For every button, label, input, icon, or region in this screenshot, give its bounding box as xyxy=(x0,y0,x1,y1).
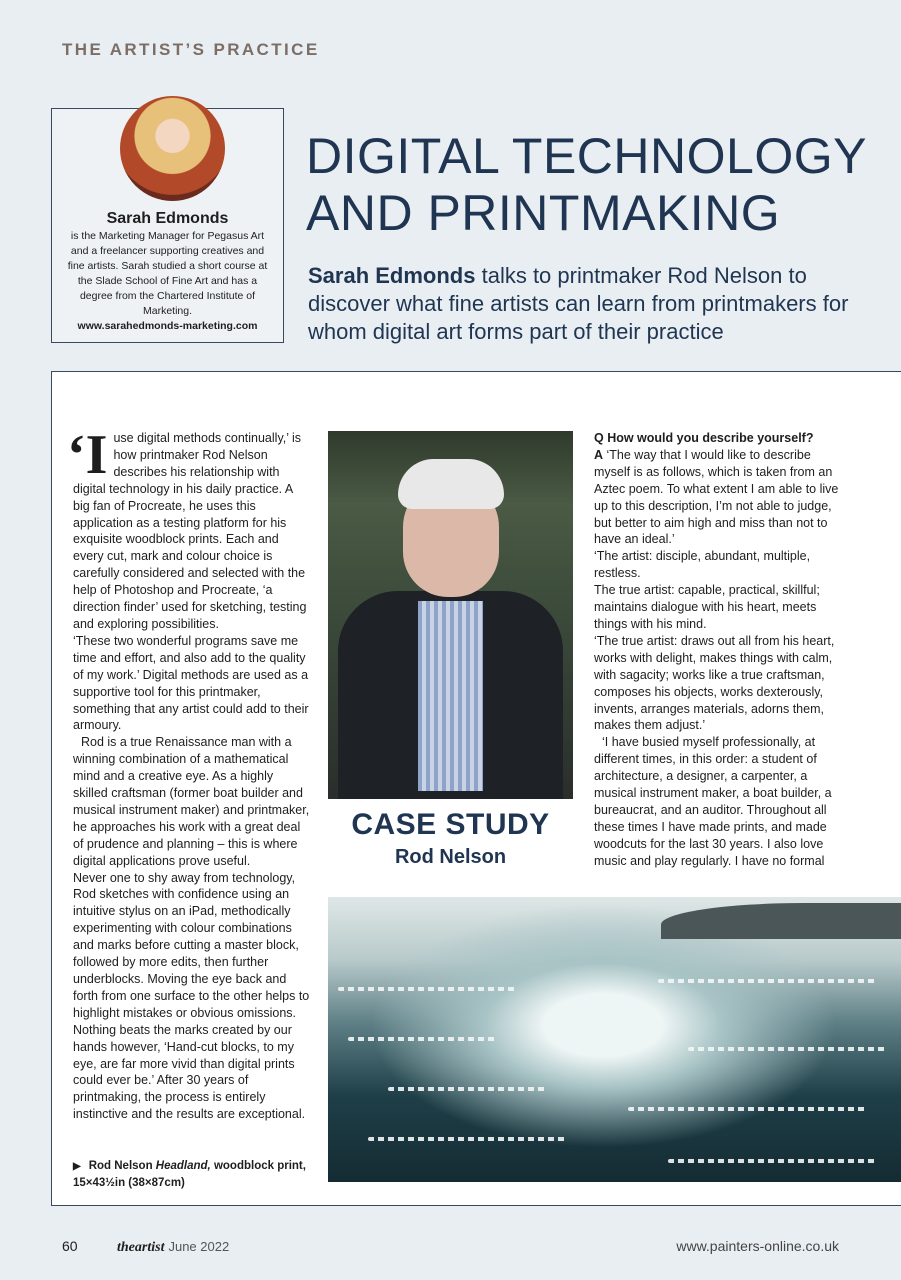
author-bio-text: is the Marketing Manager for Pegasus Art and a freelancer supporting creatives and fine artists. Sarah studied a short course at the Slade School of Fine Art and has a degree from the Chartered Institute of Marketing. xyxy=(67,230,268,317)
caption-arrow-icon: ▶ xyxy=(73,1161,81,1172)
author-website-link[interactable]: www.sarahedmonds-marketing.com xyxy=(77,320,258,332)
article-column-1 xyxy=(67,424,311,1123)
drop-cap-quote: ‘ xyxy=(67,424,86,486)
drop-cap xyxy=(67,424,108,486)
wave-mark xyxy=(368,1137,568,1141)
author-avatar xyxy=(120,96,225,201)
magazine-logo: theartist xyxy=(117,1240,165,1255)
wave-mark xyxy=(668,1159,878,1163)
interview-answer-2: ‘The artist: disciple, abundant, multiple, restless. xyxy=(594,549,811,581)
caption-artist: Rod Nelson xyxy=(88,1160,156,1172)
website-link[interactable]: www.painters-online.co.uk xyxy=(676,1238,839,1254)
drop-cap-letter: I xyxy=(85,424,108,486)
standfirst-text: talks to printmaker Rod Nelson to discover what fine artists can learn from printmakers for whom digital art forms part of their practice xyxy=(308,263,849,344)
article-column-3 xyxy=(594,430,839,870)
interview-answer-4: ‘The true artist: draws out all from his heart, works with delight, makes things with calm, with sagacity; works like a true craftsman, composes his objects, works dexterously, invents, arranges materials, adorns them, makes them adjust.’ xyxy=(594,633,835,733)
wave-mark xyxy=(688,1047,888,1051)
headland-woodblock-print-image xyxy=(328,897,901,1182)
wave-mark xyxy=(338,987,518,991)
paragraph-4: Never one to shy away from technology, Rod sketches with confidence using an intuitive stylus on an iPad, methodically experimenting with colour combinations and marks before cutting a master block, followed by more edits, then further underblocks. Moving the eye back and forth from one surface to the other helps to highlight mistakes or obvious omissions. Nothing beats the marks created by our hands however, ‘Hand-cut blocks, to my eye, are far more vivid than digital prints could ever be.’ After 30 years of printmaking, the process is entirely instinctive and the results are exceptional. xyxy=(73,870,310,1122)
portrait-hair xyxy=(398,459,504,509)
interview-question: Q How would you describe yourself? xyxy=(594,431,814,445)
article-headline xyxy=(306,128,886,242)
wave-mark xyxy=(388,1087,548,1091)
rod-nelson-portrait-photo xyxy=(328,431,573,799)
magazine-issue xyxy=(117,1239,229,1256)
answer-tag: A xyxy=(594,447,604,462)
page-number: 60 xyxy=(62,1238,78,1254)
paragraph-2: ‘These two wonderful programs save me time and effort, and also add to the quality of my work.’ Digital methods are used as a supportive tool for this printmaker, something that any artist could add to their armoury. xyxy=(73,633,309,733)
answer-1-text: ‘The way that I would like to describe myself is as follows, which is taken from an Aztec poem. To what extent I am able to live up to this description, I’m not able to judge, but better to aim high and miss than not to have an ideal.’ xyxy=(594,447,839,547)
author-name: Sarah Edmonds xyxy=(106,210,229,227)
wave-mark xyxy=(628,1107,868,1111)
wave-mark xyxy=(348,1037,498,1041)
interview-answer-1 xyxy=(594,447,839,548)
author-bio xyxy=(62,229,273,334)
headline-line-1: DIGITAL TECHNOLOGY xyxy=(306,128,867,184)
standfirst xyxy=(308,262,888,346)
case-study-title: CASE STUDY xyxy=(351,808,550,841)
caption-details: woodblock print, 15×43½in (38×87cm) xyxy=(73,1160,306,1189)
paragraph-1 xyxy=(67,424,311,633)
standfirst-author: Sarah Edmonds xyxy=(308,263,476,288)
wave-mark xyxy=(658,979,878,983)
issue-date: June 2022 xyxy=(168,1239,230,1254)
caption-title: Headland, xyxy=(155,1160,211,1172)
headland-shape xyxy=(661,903,901,939)
case-study-subtitle: Rod Nelson xyxy=(394,846,507,868)
interview-answer-3: The true artist: capable, practical, skillful; maintains dialogue with his heart, meets things with his mind. xyxy=(594,583,820,631)
section-kicker: THE ARTIST’S PRACTICE xyxy=(62,40,320,59)
portrait-shirt xyxy=(418,601,483,791)
image-caption xyxy=(73,1158,318,1191)
headline-line-2: AND PRINTMAKING xyxy=(306,185,781,241)
interview-answer-5: ‘I have busied myself professionally, at different times, in this order: a student of architecture, a designer, a carpenter, a musical instrument maker, a boat builder, a bureaucrat, and an auditor. Throughout all these times I have made prints, and made woodcuts for the last 30 years. I also love music and play regularly. I have no formal xyxy=(594,735,832,868)
paragraph-3: Rod is a true Renaissance man with a winning combination of a mathematical mind and a creative eye. As a highly skilled craftsman (former boat builder and musical instrument maker) and printmaker, he approaches his work with a great deal of prudence and planning – this is where digital applications prove useful. xyxy=(73,735,310,868)
paragraph-1-text: use digital methods continually,’ is how printmaker Rod Nelson describes his relationship with digital technology in his daily practice. A big fan of Procreate, he uses this application as a testing platform for his exquisite woodblock prints. Each and every cut, mark and colour choice is carefully considered and selected with the help of Photoshop and Procreate, ‘a direction finder’ used for sketching, testing and exploring possibilities. xyxy=(73,431,307,631)
